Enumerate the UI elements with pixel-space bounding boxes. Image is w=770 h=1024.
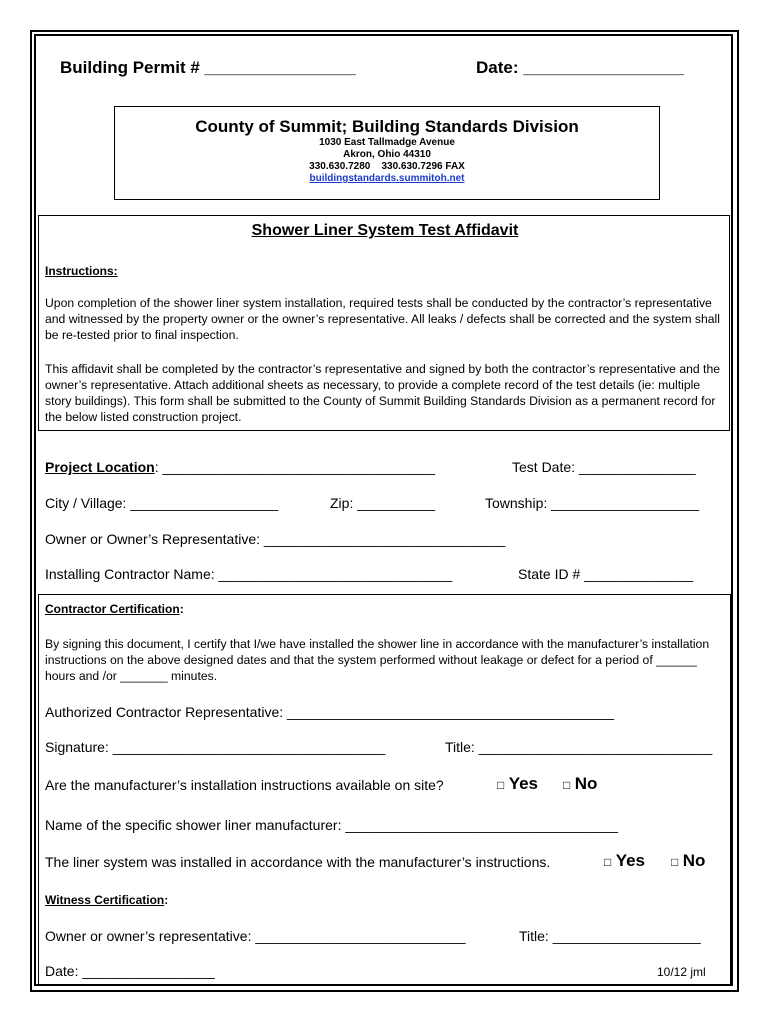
yes-label: Yes bbox=[508, 774, 539, 793]
township-field[interactable]: Township: ___________________ bbox=[485, 495, 700, 511]
contractor-title-field[interactable]: Title: ______________________________ bbox=[445, 739, 713, 755]
instructions-on-site-question: Are the manufacturer’s installation instructions available on site? bbox=[45, 777, 444, 793]
no-label: No bbox=[682, 851, 706, 870]
no-label: No bbox=[574, 774, 598, 793]
building-permit-field[interactable]: Building Permit # ________________ bbox=[60, 58, 356, 77]
project-location-line[interactable]: : ___________________________________ bbox=[154, 459, 435, 475]
agency-website-link[interactable]: buildingstandards.summitoh.net bbox=[309, 173, 465, 184]
instructions-on-site-yes-option[interactable] bbox=[497, 774, 538, 794]
contractor-certification-label bbox=[45, 602, 184, 616]
contractor-certification-colon: : bbox=[179, 602, 184, 616]
signature-field[interactable]: Signature: ___________________________________ bbox=[45, 739, 386, 755]
checkbox-icon[interactable]: □ bbox=[671, 855, 679, 869]
test-date-field[interactable]: Test Date: _______________ bbox=[512, 459, 696, 475]
yes-label: Yes bbox=[615, 851, 646, 870]
contractor-certification-statement: By signing this document, I certify that I/we have installed the shower line in accordance with the manufacturer’s installation instructions on the above designed dates and that the system performed without leakage or defect for a period of ______ hours and /or _______ minutes. bbox=[45, 637, 710, 683]
revision-code: 10/12 jml bbox=[657, 965, 706, 979]
checkbox-icon[interactable]: □ bbox=[563, 778, 571, 792]
witness-owner-field[interactable]: Owner or owner’s representative: ___________________________ bbox=[45, 928, 466, 944]
witness-title-field[interactable]: Title: ___________________ bbox=[519, 928, 701, 944]
instructions-on-site-no-option[interactable] bbox=[563, 774, 597, 794]
witness-certification-colon: : bbox=[164, 893, 169, 907]
checkbox-icon[interactable]: □ bbox=[604, 855, 612, 869]
installing-contractor-field[interactable]: Installing Contractor Name: ______________________________ bbox=[45, 566, 453, 582]
city-village-field[interactable]: City / Village: ___________________ bbox=[45, 495, 279, 511]
project-location-label: Project Location bbox=[45, 459, 155, 475]
liner-manufacturer-field[interactable]: Name of the specific shower liner manufacturer: ___________________________________ bbox=[45, 817, 618, 833]
witness-certification-label-text: Witness Certification bbox=[45, 893, 165, 907]
checkbox-icon[interactable]: □ bbox=[497, 778, 505, 792]
instructions-label bbox=[45, 264, 118, 278]
installed-per-instructions-no-option[interactable] bbox=[671, 851, 705, 871]
instructions-label-text: Instructions: bbox=[45, 264, 118, 278]
agency-name: County of Summit; Building Standards Division bbox=[195, 117, 579, 136]
authorized-representative-field[interactable]: Authorized Contractor Representative: __________________________________________ bbox=[45, 704, 615, 720]
installed-per-instructions-question: The liner system was installed in accordance with the manufacturer’s instructions. bbox=[45, 854, 551, 870]
owner-representative-field[interactable]: Owner or Owner’s Representative: _______________________________ bbox=[45, 531, 506, 547]
instructions-paragraph-2: This affidavit shall be completed by the contractor’s representative and signed by both the contractor’s representative and the owner’s representative. Attach additional sheets as necessary, to provide a complete record of the test details (ie: multiple story buildings). This form shall be submitted to the County of Summit Building Standards Division as a permanent record for the below listed construction project. bbox=[45, 362, 721, 424]
witness-certification-label bbox=[45, 893, 168, 907]
form-title: Shower Liner System Test Affidavit bbox=[251, 222, 519, 239]
witness-date-field[interactable]: Date: _________________ bbox=[45, 963, 215, 979]
project-location-field[interactable] bbox=[45, 459, 435, 475]
date-field[interactable]: Date: _________________ bbox=[476, 58, 684, 77]
zip-field[interactable]: Zip: __________ bbox=[330, 495, 436, 511]
agency-phone-fax: 330.630.7280 330.630.7296 FAX bbox=[309, 161, 465, 172]
instructions-paragraph-1: Upon completion of the shower liner system installation, required tests shall be conducted by the contractor’s representative and witnessed by the property owner or the owner’s representative. All leaks / defects shall be corrected and the system shall be re-tested prior to final inspection. bbox=[45, 296, 720, 342]
state-id-field[interactable]: State ID # ______________ bbox=[518, 566, 694, 582]
agency-address: 1030 East Tallmadge Avenue bbox=[319, 137, 455, 148]
contractor-certification-label-text: Contractor Certification bbox=[45, 602, 180, 616]
agency-city: Akron, Ohio 44310 bbox=[343, 149, 431, 160]
agency-box bbox=[114, 106, 660, 200]
installed-per-instructions-yes-option[interactable] bbox=[604, 851, 645, 871]
